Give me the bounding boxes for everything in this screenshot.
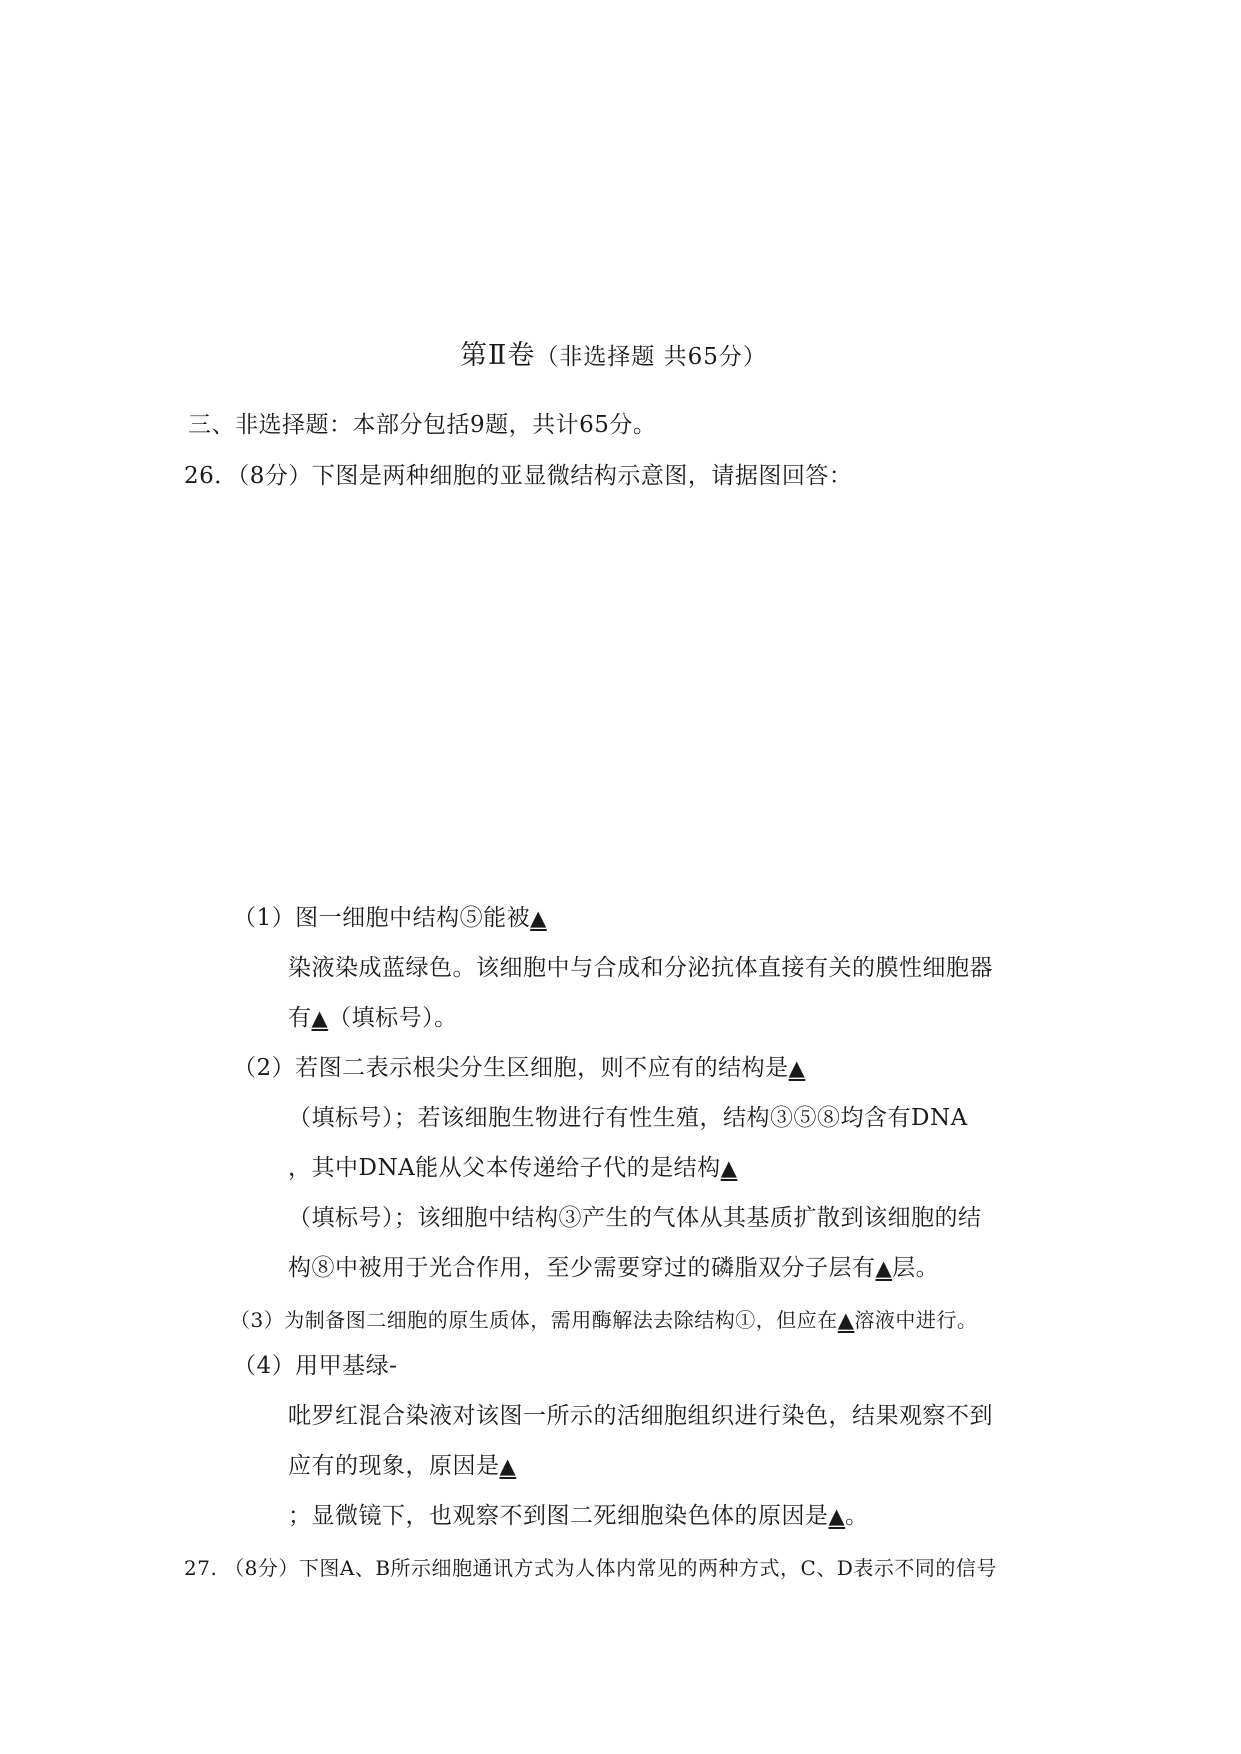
answer-blank: ▲ (311, 1006, 329, 1030)
q26-p2-text: （2）若图二表示根尖分生区细胞，则不应有的结构是 (233, 1055, 789, 1081)
section-heading: 三、非选择题：本部分包括9题，共计65分。 (188, 412, 657, 438)
answer-blank: ▲ (788, 1056, 806, 1080)
q26-p4-l4-post: 。 (845, 1503, 869, 1529)
q26-p4-line3 (288, 1451, 516, 1481)
q26-p2-line5 (288, 1253, 939, 1283)
answer-blank: ▲ (828, 1504, 846, 1528)
q26-p1-line1 (233, 903, 547, 933)
q26-p4-line2: 吡罗红混合染液对该图一所示的活细胞组织进行染色，结果观察不到 (288, 1403, 993, 1429)
q26-p1-l3-post: （填标号）。 (328, 1005, 458, 1031)
answer-blank: ▲ (720, 1156, 738, 1180)
q26-p2-line3 (288, 1153, 737, 1183)
figure-placeholder (180, 495, 1060, 875)
answer-blank: ▲ (875, 1256, 893, 1280)
q26-p4-l3-pre: 应有的现象，原因是 (288, 1453, 500, 1479)
q26-p3 (230, 1305, 977, 1335)
q26-p2-l3-pre: ，其中DNA能从父本传递给子代的是结构 (288, 1155, 721, 1181)
q26-p2-line2: （填标号）；若该细胞生物进行有性生殖，结构③⑤⑧均含有DNA (288, 1105, 968, 1131)
q26-p3-pre: （3）为制备图二细胞的原生质体，需用酶解法去除结构①，但应在 (230, 1308, 838, 1332)
q26-p1-text: （1）图一细胞中结构⑤能被 (233, 905, 531, 931)
q27-intro: 27. （8分）下图A、B所示细胞通讯方式为人体内常见的两种方式，C、D表示不同的信号 (184, 1556, 997, 1580)
q26-p2-line4: （填标号）；该细胞中结构③产生的气体从其基质扩散到该细胞的结 (288, 1205, 982, 1231)
q26-p2-l5-post: 层。 (892, 1255, 940, 1281)
answer-blank: ▲ (837, 1308, 855, 1332)
q26-p4-line1: （4）用甲基绿- (233, 1353, 398, 1379)
section-title-main: 第Ⅱ卷 (460, 340, 536, 371)
q26-p4-line4 (288, 1501, 869, 1531)
section-title-sub: （非选择题 共65分） (535, 344, 767, 370)
q26-p2-line1 (233, 1053, 805, 1083)
q26-p4-l4-pre: ；显微镜下，也观察不到图二死细胞染色体的原因是 (288, 1503, 829, 1529)
answer-blank: ▲ (499, 1454, 517, 1478)
section-title (460, 341, 767, 372)
answer-blank: ▲ (530, 906, 547, 930)
q26-p1-line3 (288, 1003, 458, 1033)
q26-intro: 26．（8分）下图是两种细胞的亚显微结构示意图，请据图回答： (184, 463, 853, 489)
q26-p2-l5-pre: 构⑧中被用于光合作用，至少需要穿过的磷脂双分子层有 (288, 1255, 876, 1281)
q26-p1-line2: 染液染成蓝绿色。该细胞中与合成和分泌抗体直接有关的膜性细胞器 (288, 955, 993, 981)
q26-p1-l3-pre: 有 (288, 1005, 312, 1031)
q26-p3-post: 溶液中进行。 (854, 1308, 978, 1332)
